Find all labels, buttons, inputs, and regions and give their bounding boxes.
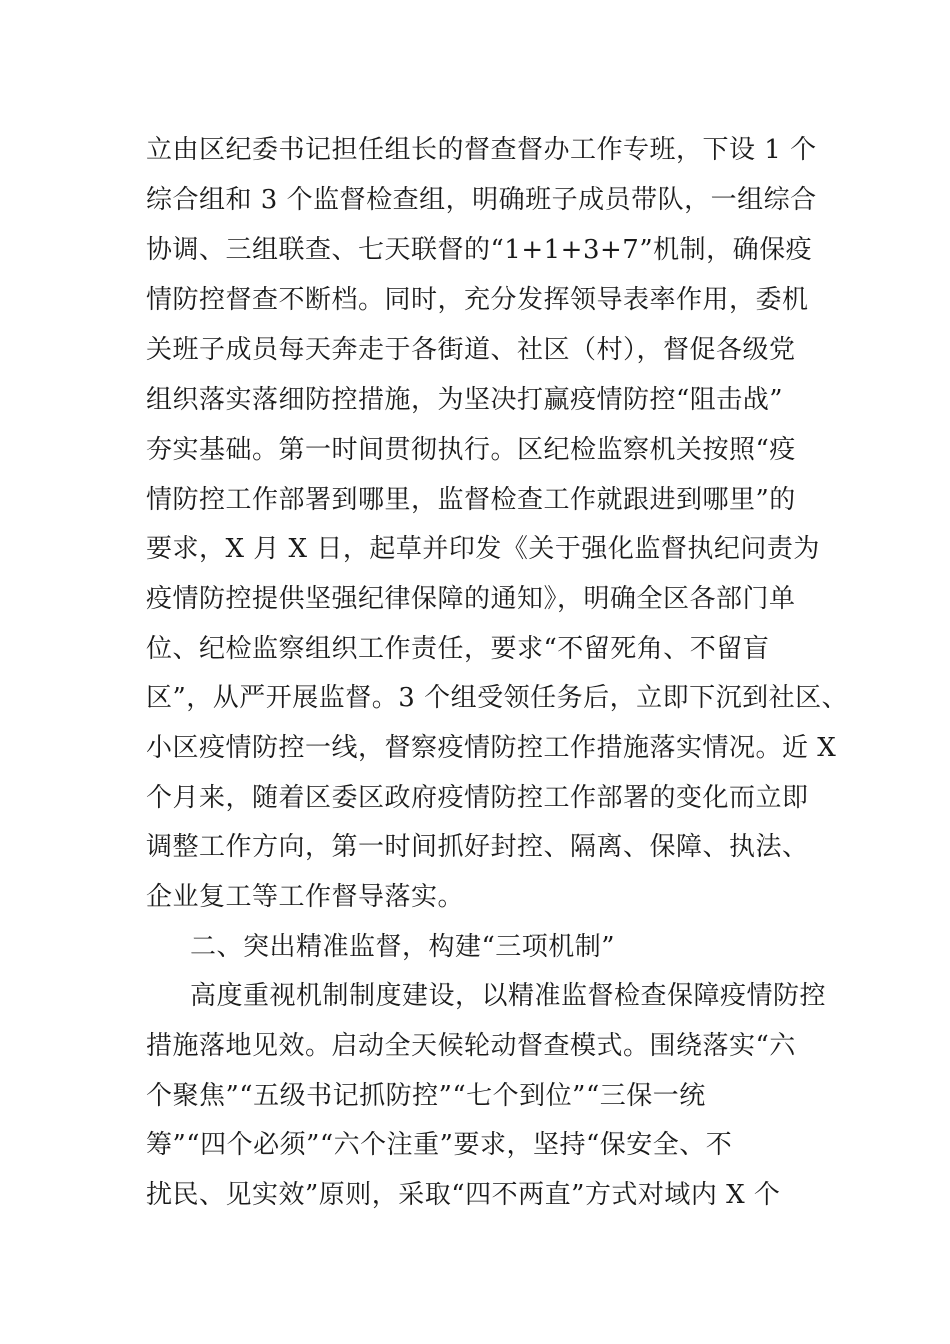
text-line: 关班子成员每天奔走于各街道、社区（村），督促各级党 — [146, 335, 796, 365]
text-line: 立由区纪委书记担任组长的督查督办工作专班，下设 1 个 — [146, 135, 817, 165]
text-line: 措施落地见效。启动全天候轮动督查模式。围绕落实“六 — [146, 1031, 796, 1061]
text-line: 筹”“四个必须”“六个注重”要求，坚持“保安全、不 — [146, 1130, 733, 1160]
text-line: 扰民、见实效”原则，采取“四不两直”方式对域内 X 个 — [146, 1180, 781, 1210]
text-line: 区”，从严开展监督。3 个组受领任务后，立即下沉到社区、 — [146, 683, 849, 713]
text-line: 调整工作方向，第一时间抓好封控、隔离、保障、执法、 — [146, 832, 809, 862]
text-line: 组织落实落细防控措施，为坚决打赢疫情防控“阻击战” — [146, 385, 784, 415]
text-line: 夯实基础。第一时间贯彻执行。区纪检监察机关按照“疫 — [146, 435, 796, 465]
text-line: 位、纪检监察组织工作责任，要求“不留死角、不留盲 — [146, 634, 770, 664]
text-line: 要求，X 月 X 日，起草并印发《关于强化监督执纪问责为 — [146, 534, 820, 564]
text-line: 综合组和 3 个监督检查组，明确班子成员带队，一组综合 — [146, 185, 817, 215]
section-heading: 二、突出精准监督，构建“三项机制” — [190, 932, 616, 962]
text-line: 个聚焦”“五级书记抓防控”“七个到位”“三保一统 — [146, 1081, 706, 1111]
text-line: 疫情防控提供坚强纪律保障的通知》，明确全区各部门单 — [146, 584, 796, 614]
text-line: 个月来，随着区委区政府疫情防控工作部署的变化而立即 — [146, 783, 809, 813]
text-line: 协调、三组联查、七天联督的“1+1+3+7”机制，确保疫 — [146, 235, 813, 265]
paragraph-first-line: 高度重视机制制度建设，以精准监督检查保障疫情防控 — [190, 981, 827, 1011]
text-line: 企业复工等工作督导落实。 — [146, 882, 465, 912]
text-line: 情防控工作部署到哪里，监督检查工作就跟进到哪里”的 — [146, 485, 796, 515]
text-line: 小区疫情防控一线，督察疫情防控工作措施落实情况。近 X — [146, 733, 837, 763]
text-line: 情防控督查不断档。同时，充分发挥领导表率作用，委机 — [146, 285, 809, 315]
